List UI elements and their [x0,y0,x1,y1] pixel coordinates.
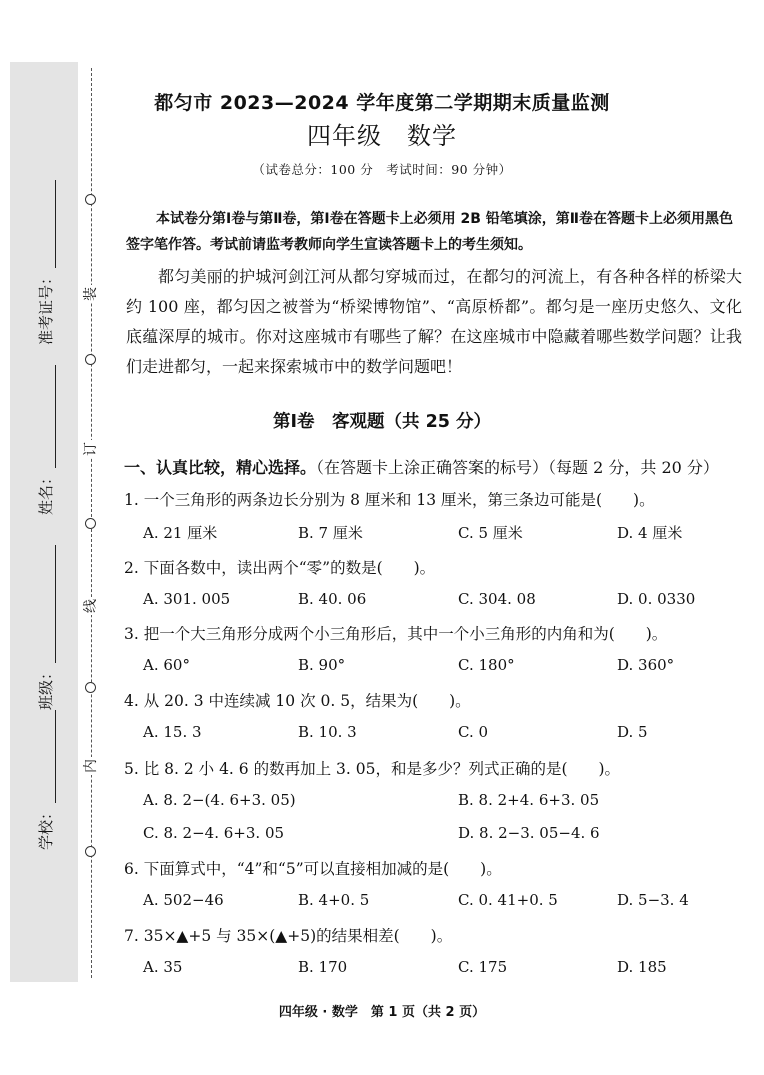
section-title: 第Ⅰ卷 客观题（共 25 分） [272,412,492,432]
option-d[interactable]: D. 5 [617,723,648,741]
option-c[interactable]: C. 175 [458,958,508,976]
question-stem: 4. 从 20. 3 中连续减 10 次 0. 5，结果为( )。 [124,692,471,710]
option-c[interactable]: C. 8. 2−4. 6+3. 05 [143,824,285,842]
option-a[interactable]: A. 502−46 [143,891,224,909]
option-b[interactable]: B. 10. 3 [298,723,357,741]
question-stem: 3. 把一个大三角形分成两个小三角形后，其中一个小三角形的内角和为( )。 [124,625,668,643]
option-a[interactable]: A. 301. 005 [143,590,231,608]
question-stem: 1. 一个三角形的两条边长分别为 8 厘米和 13 厘米，第三条边可能是( )。 [124,491,655,509]
part-title [124,455,754,478]
exam-meta: （试卷总分：100 分 考试时间：90 分钟） [252,162,512,177]
part-note: （在答题卡上涂正确答案的标号）（每题 2 分，共 20 分） [316,458,719,477]
option-b[interactable]: B. 7 厘米 [298,524,363,542]
binding-hole [85,518,96,529]
exam-title: 都匀市 2023—2024 学年度第二学期期末质量监测 [154,92,610,114]
question-stem: 7. 35×▲+5 与 35×(▲+5)的结果相差( )。 [124,927,453,945]
question-stem: 2. 下面各数中，读出两个“零”的数是( )。 [124,559,436,577]
name-field[interactable] [34,365,56,515]
option-a[interactable]: A. 60° [143,656,190,674]
intro-paragraph: 都匀美丽的护城河剑江河从都匀穿城而过，在都匀的河流上，有各种各样的桥梁大约 100 座，都匀因之被誉为“桥梁博物馆”、“高原桥都”。都匀是一座历史悠久、文化底蕴深厚的城市。你对这座城市有哪些了解？在这座城市中隐藏着哪些数学问题？让我们走进都匀，一起来探索城市中的数学问题吧！ [126,267,742,376]
option-c[interactable]: C. 5 厘米 [458,524,523,542]
option-d[interactable]: D. 8. 2−3. 05−4. 6 [458,824,600,842]
option-b[interactable]: B. 90° [298,656,346,674]
part-title-main: 一、认真比较，精心选择。 [124,458,317,477]
binding-mark: 装 [83,287,99,301]
exam-id-label: 准考证号： [37,269,55,345]
option-b[interactable]: B. 4+0. 5 [298,891,370,909]
name-label: 姓名： [37,469,55,515]
binding-hole [85,682,96,693]
option-d[interactable]: D. 185 [617,958,667,976]
question-stem: 6. 下面算式中，“4”和“5”可以直接相加减的是( )。 [124,860,502,878]
school-field[interactable] [34,710,56,850]
option-d[interactable]: D. 0. 0330 [617,590,696,608]
option-a[interactable]: A. 35 [143,958,183,976]
option-b[interactable]: B. 170 [298,958,348,976]
binding-mark: 订 [83,442,99,456]
binding-hole [85,846,96,857]
option-d[interactable]: D. 4 厘米 [617,524,683,542]
class-label: 班级： [37,664,55,710]
binding-hole [85,194,96,205]
binding-hole [85,354,96,365]
option-a[interactable]: A. 8. 2−(4. 6+3. 05) [143,791,296,809]
option-d[interactable]: D. 360° [617,656,675,674]
school-label: 学校： [37,804,55,850]
exam-subtitle: 四年级 数学 [307,122,457,150]
option-c[interactable]: C. 0 [458,723,489,741]
option-a[interactable]: A. 21 厘米 [143,524,218,542]
page-footer: 四年级 · 数学 第 1 页（共 2 页） [278,1005,486,1020]
option-b[interactable]: B. 40. 06 [298,590,367,608]
exam-id-field[interactable] [34,180,56,345]
binding-mark: 线 [83,599,99,613]
option-c[interactable]: C. 304. 08 [458,590,536,608]
exam-notice: 本试卷分第Ⅰ卷与第Ⅱ卷，第Ⅰ卷在答题卡上必须用 2B 铅笔填涂，第Ⅱ卷在答题卡上必须用黑色签字笔作答。考试前请监考教师向学生宣读答题卡上的考生须知。 [126,211,734,253]
option-a[interactable]: A. 15. 3 [143,723,202,741]
option-c[interactable]: C. 0. 41+0. 5 [458,891,558,909]
option-d[interactable]: D. 5−3. 4 [617,891,689,909]
binding-mark: 内 [83,759,99,773]
option-c[interactable]: C. 180° [458,656,515,674]
option-b[interactable]: B. 8. 2+4. 6+3. 05 [458,791,600,809]
class-field[interactable] [34,545,56,710]
question-stem: 5. 比 8. 2 小 4. 6 的数再加上 3. 05，和是多少？列式正确的是( )。 [124,760,621,778]
